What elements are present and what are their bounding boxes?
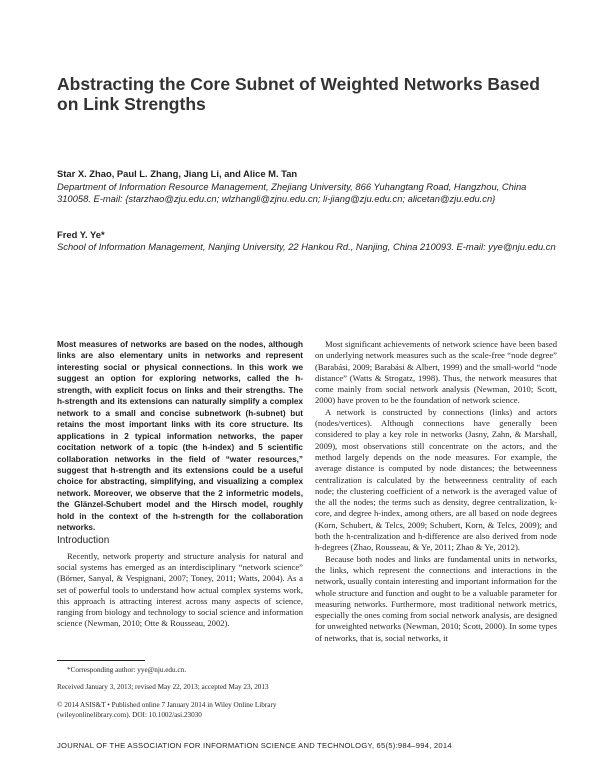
author-list-primary: Star X. Zhao, Paul L. Zhang, Jiang Li, and Alice M. Tan xyxy=(57,168,298,179)
body-paragraph: A network is constructed by connections (links) and actors (nodes/vertices). Although connections have generally been considered to play a key role in networks (Jasny, Zahn, & Marshall, 2009), most observations still concentrate on the actors, and the method largely depends on the node measures. For example, the average distance is computed by node distances; the betweenness centralization is calculated by the betweenness centrality of each node; the clustering coefficient of a network is the averaged value of the all the nodes; the terms such as density, degree centralization, k-core, and degree h-index, among others, are all based on node degrees (Korn, Schubert, & Telcs, 2009; Schubert, Korn, & Telcs, 2009); and both the h-centralization and h-difference are also derived from node h-degrees (Zhao, Rousseau, & Ye, 2011; Zhao & Ye, 2012). xyxy=(315,406,557,553)
introduction-paragraph: Recently, network property and structure analysis for natural and social systems has emerged as an interdisciplinary “network science” (Börner, Sanyal, & Vespignani, 2007; Toney, 2011; Watts, 2004). As a set of powerful tools to understand how actual complex systems work, this approach is attracting interest across many aspects of science, ranging from biology and technology to social science and information science (Newman, 2010; Otte & Rousseau, 2002). xyxy=(57,551,303,629)
affiliation-secondary: School of Information Management, Nanjing University, 22 Hankou Rd., Nanjing, China 210093. E-mail: yye@nju.edu.cn xyxy=(57,241,556,252)
footnote-divider xyxy=(57,660,145,661)
body-column-right xyxy=(315,339,557,644)
footnote-copyright: © 2014 ASIS&T • Published online 7 January 2014 in Wiley Online Library (wileyonlinelibrary.com). DOI: 10.1002/asi.23030 xyxy=(57,701,277,719)
abstract: Most measures of networks are based on the nodes, although links are also elementary units in networks and represent interesting social or physical connections. In this work we suggest an option for exploring networks, called the h-strength, with explicit focus on links and their strengths. The h-strength and its extensions can naturally simplify a complex network to a small and concise subnetwork (h-subnet) but retains the most important links with its core structure. Its applications in 2 typical information networks, the paper cocitation network of a topic (the h-index) and 5 scientific collaboration networks in the field of “water resources,” suggest that h-strength and its extensions could be a useful choice for abstracting, simplifying, and visualizing a complex network. Moreover, we observe that the 2 informetric models, the Glänzel-Schubert model and the Hirsch model, roughly hold in the context of the h-strength for the collaboration networks. xyxy=(57,340,303,533)
footnote-corresponding-author: *Corresponding author: yye@nju.edu.cn. xyxy=(67,666,187,674)
section-heading-introduction: Introduction xyxy=(57,535,110,546)
body-paragraph: Most significant achievements of network science have been based on underlying network measures such as the scale-free “node degree” (Barabási, 2009; Barabási & Albert, 1999) and the small-world “node distance” (Watts & Strogatz, 1998). Thus, the network measures that come mainly from social network analysis (Newman, 2010; Scott, 2000) have proven to be the foundation of network science. xyxy=(315,339,557,406)
journal-footer: JOURNAL OF THE ASSOCIATION FOR INFORMATION SCIENCE AND TECHNOLOGY, 65(5):984–994, 2014 xyxy=(57,741,452,750)
paper-title: Abstracting the Core Subnet of Weighted Networks Based on Link Strengths xyxy=(57,73,540,114)
footnote-received-dates: Received January 3, 2013; revised May 22, 2013; accepted May 23, 2013 xyxy=(57,683,269,691)
affiliation-primary: Department of Information Resource Management, Zhejiang University, 866 Yuhangtang Road, Hangzhou, China 310058. E-mail: {starzhao@zju.edu.cn; wlzhangli@zjnu.edu.cn; li-jiang@zju.edu.cn; alicetan@zju.edu.cn} xyxy=(57,181,527,205)
author-list-secondary: Fred Y. Ye* xyxy=(57,229,105,240)
body-paragraph: Because both nodes and links are fundamental units in networks, the links, which represent the connections and interactions in the network, usually contain interesting and important information for the whole structure and function and ought to be a valuable parameter for measuring networks. Furthermore, most traditional network metrics, especially the ones coming from social network analysis, are designed for unweighted networks (Newman, 2010; Scott, 2000). In some types of networks, that is, social networks, it xyxy=(315,553,558,643)
